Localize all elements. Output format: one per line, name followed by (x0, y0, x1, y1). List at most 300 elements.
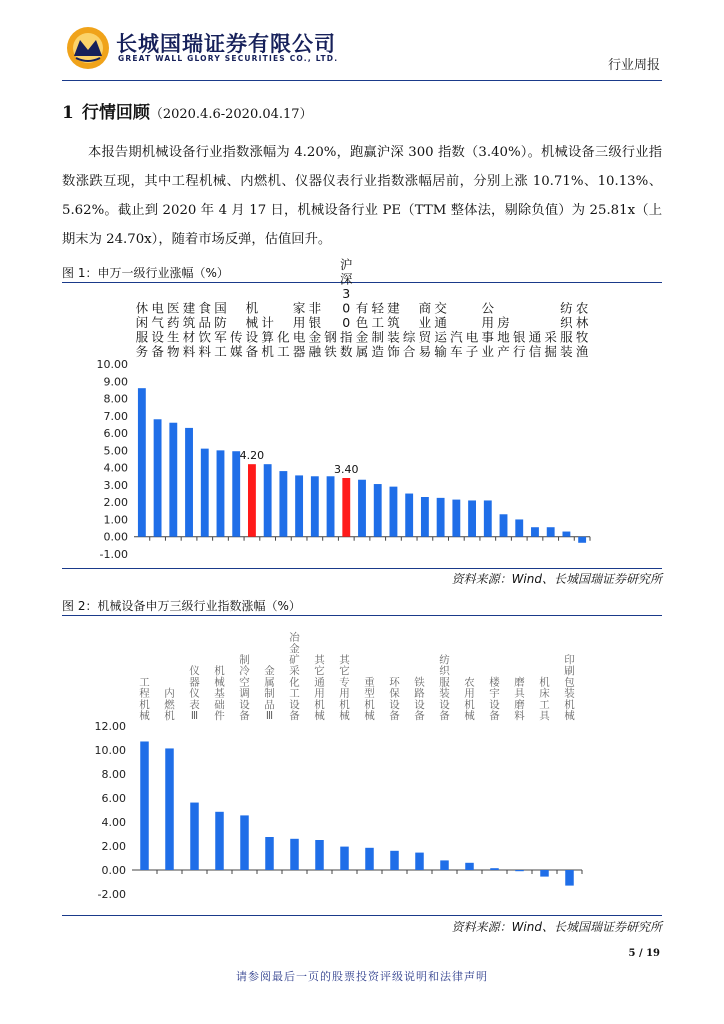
x-tick-label-char: 织 (439, 665, 450, 678)
figure1-top-rule (62, 282, 662, 283)
bar (232, 451, 240, 537)
x-tick-label-char: 工 (214, 344, 227, 359)
x-tick-label-char: 纺 (439, 654, 450, 666)
y-tick-label: -1.00 (99, 548, 128, 561)
bar (340, 847, 349, 870)
x-tick-label (324, 330, 337, 360)
x-tick-label-char: 重 (364, 676, 375, 689)
x-tick-label (356, 301, 369, 360)
x-tick-label-char: 闲 (135, 315, 149, 330)
x-tick-label-char: 环 (389, 676, 400, 689)
x-tick-label (239, 653, 250, 722)
y-tick-label: -2.00 (97, 888, 126, 901)
x-tick-label-char: 3 (342, 286, 351, 301)
x-tick-label (309, 301, 322, 360)
x-tick-label-char: 事 (481, 329, 495, 345)
x-tick-label-char: 备 (151, 344, 164, 359)
x-tick-label-char: 楼 (489, 676, 500, 689)
x-tick-label (371, 301, 384, 360)
x-tick-label (339, 654, 350, 722)
bar (374, 484, 382, 537)
x-tick-label-char: 表 (189, 698, 200, 711)
x-tick-label-char: 印 (564, 654, 575, 666)
x-tick-label-char: 服 (560, 329, 573, 345)
x-tick-label-char: 制 (371, 329, 384, 345)
header-divider (62, 80, 662, 81)
bar (390, 851, 399, 870)
x-tick-label-char: 制 (239, 654, 250, 666)
x-tick-label-char: 基 (214, 687, 225, 700)
x-tick-label-char: 饮 (198, 329, 212, 345)
x-tick-label-char: 电 (465, 329, 479, 345)
x-tick-label (576, 301, 589, 360)
figure1-bottom-rule (62, 568, 662, 569)
x-tick-label-char: 调 (239, 687, 250, 700)
bar (390, 487, 398, 537)
figure1-caption: 图 1：申万一级行业涨幅（%） (62, 266, 229, 280)
x-tick-label-char: 具 (514, 687, 525, 700)
x-tick-label-char: 机 (139, 698, 150, 711)
x-tick-label-char: 设 (245, 329, 259, 345)
x-tick-label-char: 金 (264, 665, 275, 678)
x-tick-label (136, 301, 149, 360)
x-tick-label-char: 用 (314, 687, 325, 700)
x-tick-label-char: 铁 (324, 344, 337, 359)
bar (547, 527, 555, 537)
bar (265, 837, 274, 870)
x-tick-label (414, 675, 425, 722)
x-tick-label-char: 矿 (289, 654, 300, 666)
x-tick-label-char: 装 (439, 687, 450, 700)
bar (358, 480, 366, 537)
x-tick-label-char: 食 (198, 300, 212, 316)
x-tick-label (497, 315, 510, 359)
bar (217, 450, 225, 536)
bar (437, 498, 445, 537)
x-tick-label-char: 磨 (514, 676, 525, 689)
x-tick-label (434, 301, 447, 360)
x-tick-label-char: 包 (564, 676, 575, 689)
x-tick-label-char: 产 (497, 344, 510, 359)
x-tick-label-char: 装 (564, 687, 575, 700)
company-name-en: GREAT WALL GLORY SECURITIES CO., LTD. (118, 54, 339, 63)
figure1-source: 资料来源：Wind、长城国瑞证券研究所 (451, 572, 662, 586)
x-tick-label-char: 械 (214, 676, 225, 689)
x-tick-label-char: 融 (308, 344, 322, 359)
figure2-source: 资料来源：Wind、长城国瑞证券研究所 (451, 920, 662, 934)
x-tick-label-char: 休 (135, 300, 149, 316)
x-tick-label-char: 保 (389, 687, 400, 700)
bar (405, 494, 413, 537)
company-name-cn: 长城国瑞证券有限公司 (116, 32, 336, 56)
x-tick-label-char: 掘 (544, 344, 557, 359)
x-tick-label-char: 农 (464, 676, 475, 689)
figure2-bottom-rule (62, 915, 662, 916)
x-tick-label-char: 器 (189, 676, 200, 689)
x-tick-label-char: 牧 (575, 329, 589, 345)
x-tick-label-char: 务 (135, 344, 149, 359)
bar (452, 500, 460, 537)
x-tick-label-char: 建 (387, 300, 400, 316)
x-tick-label-char: 深 (340, 271, 353, 287)
x-tick-label-char: 生 (167, 329, 180, 345)
bar (327, 476, 335, 536)
x-tick-label-char: 通 (528, 329, 542, 345)
x-tick-label-char: 造 (371, 344, 384, 359)
x-tick-label-char: 用 (292, 315, 306, 330)
x-tick-label-char: 输 (434, 344, 447, 359)
section-date-range: （2020.4.6-2020.04.17） (149, 107, 313, 122)
x-tick-label-char: 仪 (189, 687, 200, 700)
x-tick-label-char: 械 (564, 710, 575, 722)
x-tick-label-char: 工 (139, 676, 150, 689)
x-tick-label-char: 设 (489, 698, 500, 711)
x-tick-label-char: 工 (289, 687, 300, 700)
x-tick-label-char: 药 (167, 315, 180, 330)
figure2-caption: 图 2：机械设备申万三级行业指数涨幅（%） (62, 599, 301, 613)
x-tick-label-char: 专 (339, 676, 350, 689)
figure2-top-rule (62, 615, 662, 616)
y-tick-label: 4.00 (103, 461, 128, 475)
x-tick-label (514, 675, 525, 722)
x-tick-label-char: 金 (289, 642, 300, 655)
bar (515, 870, 524, 871)
x-tick-label-char: 传 (229, 329, 243, 345)
x-tick-label-char: 床 (539, 687, 550, 700)
bar (465, 863, 474, 870)
y-tick-label: 6.00 (103, 427, 128, 441)
x-tick-label (364, 675, 375, 722)
x-tick-label-char: 冶 (289, 631, 300, 644)
bar (468, 500, 476, 536)
x-tick-label-char: 材 (182, 329, 196, 345)
x-tick-label-char: 房 (497, 315, 510, 330)
bar (311, 476, 319, 536)
bar (140, 741, 149, 870)
x-tick-label-char: 备 (489, 710, 500, 722)
x-tick-label-char: 设 (151, 329, 164, 345)
x-tick-label-char: 械 (464, 710, 475, 722)
x-tick-label-char: 设 (239, 698, 250, 711)
x-tick-label-char: 钢 (324, 329, 337, 345)
x-tick-label-char: 气 (151, 315, 164, 330)
x-tick-label-char: 建 (182, 300, 196, 316)
x-tick-label-char: 易 (418, 344, 432, 359)
bar (565, 870, 574, 886)
bar (201, 449, 209, 537)
x-tick-label-char: 械 (314, 710, 325, 722)
x-tick-label-char: 通 (434, 315, 447, 330)
x-tick-label-char: 它 (314, 665, 325, 678)
x-tick-label-char: 械 (245, 315, 259, 330)
x-tick-label-char: 器 (292, 344, 306, 359)
x-tick-label-char: 其 (314, 654, 325, 666)
x-tick-label-char: 非 (308, 300, 322, 316)
x-tick-label (539, 675, 550, 722)
x-tick-label (529, 330, 542, 360)
x-tick-label-char: 筑 (182, 315, 196, 330)
y-tick-label: 12.00 (94, 720, 126, 733)
x-tick-label-char: 0 (342, 315, 351, 330)
x-tick-label-char: 械 (139, 710, 150, 722)
x-tick-label-char: 机 (261, 344, 274, 359)
x-tick-label-char: 军 (214, 329, 227, 345)
x-tick-label-char: 械 (339, 710, 350, 722)
x-tick-label-char: 子 (465, 344, 479, 359)
y-tick-label: 2.00 (103, 496, 128, 510)
y-tick-label: 8.00 (103, 392, 128, 406)
data-label: 4.20 (239, 449, 265, 463)
x-tick-label (151, 301, 164, 360)
bar (515, 519, 523, 536)
x-tick-label-char: 合 (402, 344, 416, 359)
x-tick-label (419, 301, 432, 360)
x-tick-label-char: 算 (261, 329, 274, 345)
x-tick-label-char: 行 (512, 344, 526, 359)
x-tick-label (293, 301, 306, 360)
x-tick-label-char: 有 (355, 300, 369, 316)
y-tick-label: 9.00 (103, 375, 128, 389)
x-tick-label-char: 综 (402, 329, 416, 345)
x-tick-label-char: 备 (414, 710, 425, 722)
y-tick-label: 4.00 (101, 816, 126, 829)
x-tick-label (214, 301, 227, 360)
x-tick-label-char: 属 (355, 344, 369, 359)
x-tick-label-char: 备 (239, 710, 250, 722)
x-tick-label-char: 设 (414, 698, 425, 711)
bar (165, 748, 174, 870)
y-tick-label: 5.00 (103, 444, 128, 458)
bar (365, 848, 374, 870)
x-tick-label-char: 计 (261, 315, 274, 330)
x-tick-label-char: 公 (481, 300, 495, 316)
x-tick-label-char: 色 (355, 315, 369, 330)
x-tick-label-char: 机 (164, 710, 175, 722)
x-tick-label (314, 654, 325, 722)
x-tick-label-char: 业 (481, 344, 495, 359)
x-tick-label-char: 内 (164, 687, 175, 700)
x-tick-label-char: 采 (289, 665, 300, 678)
x-tick-label-char: 物 (167, 344, 180, 359)
x-tick-label-char: 型 (364, 687, 375, 700)
y-tick-label: 0.00 (103, 530, 128, 544)
x-tick-label-char: 采 (544, 329, 557, 345)
x-tick-label-char: 备 (389, 710, 400, 722)
bar (154, 419, 162, 536)
x-tick-label-char: 品 (264, 698, 275, 711)
x-tick-label-char: 机 (214, 665, 225, 678)
x-tick-label-char: 防 (214, 315, 227, 330)
x-tick-label-char: 化 (289, 676, 300, 689)
x-tick-label-char: 用 (339, 687, 350, 700)
x-tick-label (289, 631, 300, 722)
x-tick-label (277, 330, 290, 360)
x-tick-label-char: 工 (277, 344, 290, 359)
x-tick-label-char: 用 (481, 315, 495, 330)
section-title: 行情回顾 (81, 103, 150, 123)
x-tick-label-char: 备 (245, 344, 259, 359)
x-tick-label (466, 330, 479, 360)
x-tick-label-char: 纺 (560, 300, 573, 316)
x-tick-label-char: Ⅲ (265, 710, 274, 722)
x-tick-label-char: 刷 (564, 665, 575, 678)
x-tick-label (464, 675, 475, 722)
x-tick-label-char: 铁 (414, 676, 425, 689)
bar (315, 840, 324, 870)
x-tick-label-char: 燃 (164, 698, 175, 711)
x-tick-label (164, 687, 175, 722)
x-tick-label-char: 服 (135, 329, 149, 345)
x-tick-label-char: 沪 (340, 257, 353, 272)
bar (421, 497, 429, 537)
y-tick-label: 2.00 (101, 840, 126, 853)
bar (562, 532, 570, 537)
x-tick-label-char: 械 (364, 710, 375, 722)
x-tick-label-char: 装 (387, 329, 400, 345)
x-tick-label-char: 车 (450, 344, 463, 359)
x-tick-label (139, 676, 150, 722)
bar (185, 428, 193, 537)
x-tick-label-char: 具 (539, 710, 550, 722)
x-tick-label-char: 金 (355, 329, 369, 345)
bar (190, 803, 199, 870)
x-tick-label-char: 制 (264, 687, 275, 700)
x-tick-label-char: 林 (575, 315, 589, 330)
x-tick-label-char: 医 (167, 300, 180, 316)
bar (342, 478, 350, 537)
bar (279, 471, 287, 537)
x-tick-label (214, 664, 225, 722)
x-tick-label-char: 机 (364, 698, 375, 711)
x-tick-label-char: 电 (292, 329, 306, 345)
x-tick-label-char: 备 (439, 710, 450, 722)
x-tick-label-char: 筑 (387, 315, 400, 330)
y-tick-label: 8.00 (101, 768, 126, 781)
bar (415, 853, 424, 870)
x-tick-label (403, 330, 416, 360)
bar (264, 464, 272, 537)
x-tick-label-char: 仪 (189, 665, 200, 678)
x-tick-label-char: 交 (434, 300, 447, 316)
bar (138, 388, 146, 537)
x-tick-label (183, 301, 196, 360)
x-tick-label-char: 它 (339, 665, 350, 678)
x-tick-label (564, 653, 575, 722)
y-tick-label: 0.00 (101, 864, 126, 877)
x-tick-label-char: 地 (497, 329, 510, 345)
x-tick-label-char: 电 (151, 300, 164, 316)
x-tick-label-char: 料 (182, 344, 196, 359)
x-tick-label-char: 装 (560, 344, 573, 359)
x-tick-label-char: 农 (575, 300, 589, 316)
x-tick-label-char: 机 (539, 676, 550, 689)
x-tick-label-char: 指 (340, 329, 353, 345)
x-tick-label-char: 机 (339, 698, 350, 711)
x-tick-label-char: 设 (389, 698, 400, 711)
bar (290, 839, 299, 870)
x-tick-label-char: 金 (308, 329, 322, 345)
x-tick-label-char: 机 (564, 698, 575, 711)
x-tick-label (544, 330, 557, 360)
y-tick-label: 1.00 (103, 513, 128, 527)
report-type: 行业周报 (607, 58, 660, 73)
x-tick-label-char: 业 (418, 315, 432, 330)
x-tick-label-char: 数 (340, 344, 353, 359)
x-tick-label-char: 空 (239, 676, 250, 689)
x-tick-label-char: 宇 (489, 687, 500, 700)
x-tick-label-char: Ⅲ (190, 710, 199, 722)
x-tick-label-char: 工 (539, 698, 550, 711)
x-tick-label-char: 备 (289, 710, 300, 722)
y-tick-label: 6.00 (101, 792, 126, 805)
x-tick-label (489, 675, 500, 722)
figure2-chart (62, 618, 662, 914)
x-tick-label (264, 664, 275, 722)
x-tick-label-char: 织 (560, 315, 573, 330)
x-tick-label-char: 磨 (514, 698, 525, 711)
x-tick-label-char: 汽 (450, 329, 463, 345)
x-tick-label-char: 媒 (229, 344, 243, 359)
footer-disclaimer: 请参阅最后一页的股票投资评级说明和法律声明 (236, 970, 488, 983)
y-tick-label: 7.00 (103, 409, 128, 423)
y-tick-label: 3.00 (103, 478, 128, 492)
x-tick-label (261, 315, 274, 359)
bar (484, 500, 492, 536)
bar (500, 514, 508, 536)
x-tick-label-char: 属 (264, 676, 275, 689)
x-tick-label-char: 渔 (575, 344, 589, 359)
x-tick-label (189, 664, 200, 722)
x-tick-label-char: 银 (308, 315, 322, 330)
x-tick-label-char: 用 (464, 687, 475, 700)
x-tick-label-char: 银 (512, 329, 526, 345)
page-number: 5 / 19 (628, 948, 660, 959)
x-tick-label-char: 件 (214, 710, 225, 722)
section-number: 1 (62, 103, 74, 123)
section-heading (62, 98, 313, 123)
x-tick-label (389, 676, 400, 722)
x-tick-label-char: 机 (245, 300, 259, 316)
x-tick-label (246, 301, 259, 360)
data-label: 3.40 (334, 463, 359, 476)
x-tick-label-char: 饰 (387, 344, 400, 359)
bar (540, 870, 549, 877)
x-tick-label-char: 国 (214, 300, 227, 316)
x-tick-label-char: 设 (439, 698, 450, 711)
y-tick-label: 10.00 (96, 358, 128, 371)
x-tick-label (230, 330, 243, 360)
x-tick-label-char: 其 (339, 654, 350, 666)
x-tick-label-char: 路 (414, 687, 425, 700)
bar (578, 537, 586, 543)
x-tick-label-char: 商 (418, 300, 432, 316)
x-tick-label (199, 301, 212, 360)
x-tick-label (387, 301, 400, 360)
bar (240, 815, 249, 870)
x-tick-label-char: 服 (439, 676, 450, 689)
bar (531, 527, 539, 537)
x-tick-label-char: 品 (198, 315, 212, 330)
x-tick-label-char: 机 (314, 698, 325, 711)
x-tick-label-char: 础 (214, 698, 225, 711)
x-tick-label-char: 设 (289, 698, 300, 711)
bar (215, 812, 224, 870)
bar (440, 860, 449, 870)
x-tick-label (482, 301, 495, 360)
y-tick-label: 10.00 (94, 744, 126, 757)
x-tick-label-char: 信 (528, 344, 542, 359)
bar (248, 464, 256, 537)
